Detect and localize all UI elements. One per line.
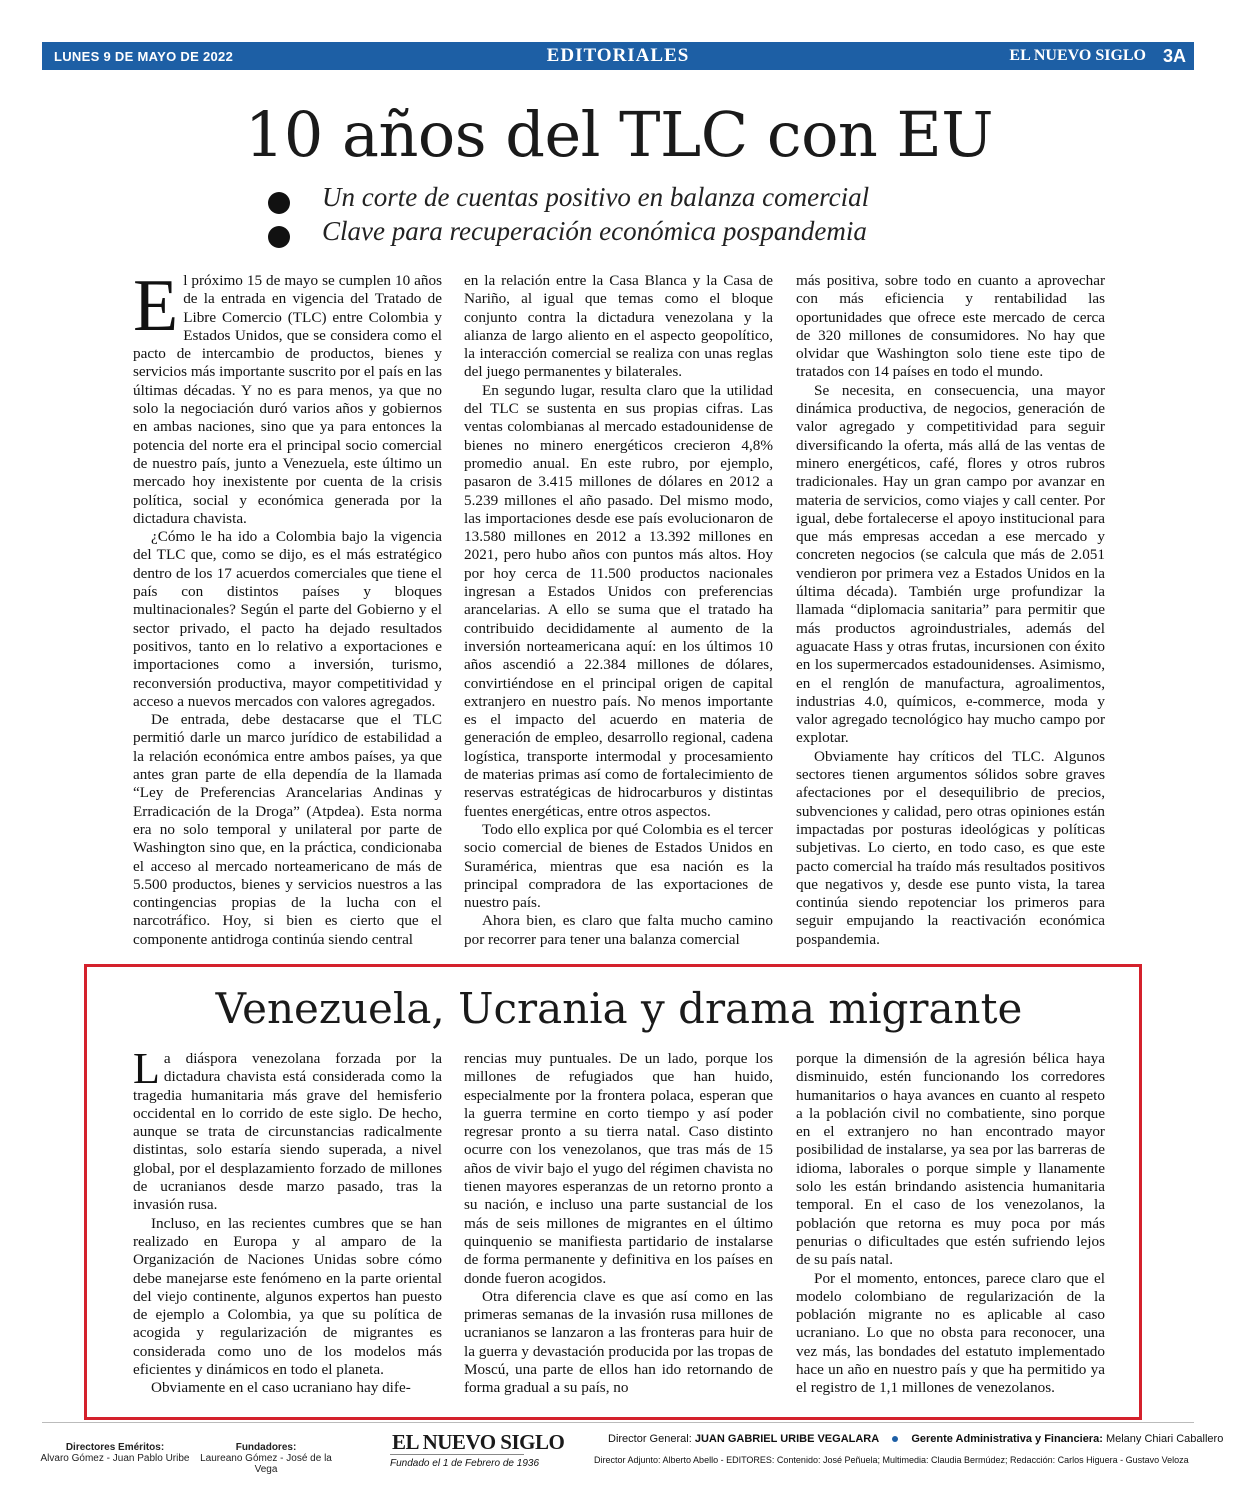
footer-divider xyxy=(42,1422,1194,1423)
bullet-item xyxy=(266,182,986,216)
drop-cap: L xyxy=(133,1044,160,1093)
section-name: EDITORIALES xyxy=(546,45,690,66)
emeritus-directors xyxy=(40,1442,190,1464)
founded-date: Fundado el 1 de Febrero de 1936 xyxy=(390,1458,539,1469)
paragraph: En segundo lugar, resulta claro que la utilidad del TLC se sustenta en sus propias cifras. Las ventas colombianas al mercado estadounidense de bienes no minero energéticos crecieron 4,8% promedio anual. En este rubro, por ejemplo, pasaron de 3.415 millones de dólares en 2012 a 5.239 millones el año pasado. Del mismo modo, las importaciones desde ese país evolucionaron de 13.580 millones en 2012 a 13.392 millones en 2021, pero hubo años con puntos más altos. Hoy por hoy cerca de 11.500 productos nacionales ingresan a Estados Unidos con preferencias arancelarias. A ello se suma que el tratado ha contribuido decididamente al aumento de la inversión norteamericana aquí: en los últimos 10 años ascendió a 22.384 millones de dólares, convirtiéndose en el principal origen de capital extranjero en nuestro país. No menos importante es el impacto del acuerdo en materia de generación de empleo, desarrollo regional, cadena logística, transporte intermodal y procesamiento de materias primas así como de fortalecimiento de reservas estratégicas de hidrocarburos y distintas fuentes energéticas, entre otros aspectos. xyxy=(464,381,773,820)
newspaper-logo: EL NUEVO SIGLO xyxy=(392,1430,565,1454)
manager-name: Melany Chiari Caballero xyxy=(1105,1433,1224,1445)
issue-date: LUNES 9 DE MAYO DE 2022 xyxy=(54,49,234,64)
paragraph: Otra diferencia clave es que así como en las primeras semanas de la invasión rusa millones de ucranianos se lanzaron a las fronteras para huir de la guerra y devastación producida por las tropas de Moscú, una parte de ellos han ido retornando de forma gradual a su país, no xyxy=(464,1287,773,1397)
paragraph: porque la dimensión de la agresión bélica haya disminuido, estén funcionando los corredores humanitarios o haya avances en cuanto al respeto a la población civil no combatiente, sino porque en el extranjero no han encontrado mayor posibilidad de instalarse, ya sea por las barreras de idioma, laborales o porque simple y llanamente solo les están brindando asistencia humanitaria temporal. En el caso de los venezolanos, la población que retorna es muy poca por más penurias o dificultades que estén sufriendo lejos de su país natal. xyxy=(796,1050,1105,1269)
paragraph: en la relación entre la Casa Blanca y la Casa de Nariño, al igual que temas como el bloque conjunto contra la dictadura venezolana y la alianza de largo aliento en el aspecto geopolítico, la interacción comercial se realiza con unas reglas del juego permanentes y bilaterales. xyxy=(464,272,773,381)
editorial-1-title: 10 años del TLC con EU xyxy=(244,98,994,171)
logo-underline xyxy=(390,1454,524,1455)
paragraph: Todo ello explica por qué Colombia es el tercer socio comercial de bienes de Estados Unidos en Suramérica, mientras que esa nación es la principal compradora de las exportaciones de nuestro país. xyxy=(464,820,773,912)
paragraph: más positiva, sobre todo en cuanto a aprovechar con más eficiencia y rentabilidad las oportunidades que ofrece este mercado de cerca de 320 millones de consumidores. No hay que olvidar que Washington solo tiene este tipo de tratados con 14 países en todo el mundo. xyxy=(796,272,1105,381)
editorial-2-column-2 xyxy=(464,1050,773,1398)
page-number: 3A xyxy=(1162,46,1186,66)
director-name: JUAN GABRIEL URIBE VEGALARA xyxy=(694,1433,880,1445)
editorial-2-column-1 xyxy=(133,1044,442,1398)
bullet-item xyxy=(266,216,986,250)
paragraph: rencias muy puntuales. De un lado, porque los millones de refugiados que han huido, especialmente por la frontera polaca, esperan que la guerra termine en corto tiempo y así poder regresar pronto a su tierra natal. Caso distinto ocurre con los venezolanos, que tras más de 15 años de vivir bajo el yugo del régimen chavista no tienen mayores esperanzas de un retorno pronto a su nación, e incluso una parte sustancial de los más de seis millones de migrantes en el último quinquenio se manifiesta partidario de instalarse de forma permanente y definitiva en los países en donde fueron acogidos. xyxy=(464,1050,773,1287)
editorial-2-title: Venezuela, Ucrania y drama migrante xyxy=(215,984,1023,1033)
manager-label: Gerente Administrativa y Financiera: xyxy=(911,1433,1103,1445)
separator-dot-icon xyxy=(892,1436,898,1442)
paragraph: El próximo 15 de mayo se cumplen 10 años de la entrada en vigencia del Tratado de Libre Comercio (TLC) entre Colombia y Estados Unidos, que se considera como el pacto de intercambio de productos, bienes y servicios más importante suscrito por el país en las últimas décadas. Y no es para menos, ya que no solo la negociación duró varios años y gobiernos en ambas naciones, sino que ya para entonces la potencia del norte era el principal socio comercial de nuestro país, junto a Venezuela, este último un mercado hoy inexistente por cuenta de la crisis política, social y económica generada por la dictadura chavista. xyxy=(133,265,442,527)
emeritus-label: Directores Eméritos: xyxy=(65,1442,165,1453)
paragraph: Se necesita, en consecuencia, una mayor dinámica productiva, de negocios, generación de valor agregado y competitividad para seguir diversificando la oferta, más allá de las ventas de minero energéticos, café, flores y otros rubros tradicionales. Hay un gran campo por avanzar en materia de servicios, como viajes y call center. Por igual, debe fortalecerse el apoyo institucional para que más empresas accedan a ese mercado y concreten negocios (se calcula que más de 2.051 vendieron por primera vez a Estados Unidos en la última década). También urge profundizar la llamada “diplomacia sanitaria” para permitir que más productos agroindustriales, además del aguacate Hass y otras frutas, incursionen con éxito en los supermercados estadounidenses. Asimismo, en el renglón de manufactura, agroalimentos, industrias 4.0, químicos, e-commerce, moda y valor agregado tecnológico hay mucho campo por explotar. xyxy=(796,381,1105,747)
bullet-text: Clave para recuperación económica pospandemia xyxy=(322,216,867,246)
founders-names: Laureano Gómez - José de la Vega xyxy=(200,1453,332,1475)
masthead-line-2: Director Adjunto: Alberto Abello - EDITORES: Contenido: José Peñuela; Multimedia: Claudia Bermúdez; Redacción: Carlos Higuera - Gustavo Veloza xyxy=(594,1455,1189,1465)
paragraph: ¿Cómo le ha ido a Colombia bajo la vigencia del TLC que, como se dijo, es el más estratégico dentro de los 17 acuerdos comerciales que tiene el país con distintos países y bloques multinacionales? Según el parte del Gobierno y el sector privado, el pacto ha dejado resultados positivos, tanto en lo relativo a exportaciones e importaciones como a inversión, turismo, reconversión productiva, mayor competitividad y acceso a nuevos mercados con valores agregados. xyxy=(133,528,442,710)
bullet-text: Un corte de cuentas positivo en balanza comercial xyxy=(322,182,870,212)
paragraph: De entrada, debe destacarse que el TLC permitió darle un marco jurídico de estabilidad a la relación económica entre ambos países, ya que antes gran parte de ella dependía de la llamada “Ley de Preferencias Arancelarias Andinas y Erradicación de la Droga” (Atpdea). Esta norma era no solo temporal y unilateral por parte de Washington sino que, en la práctica, condicionaba el acceso al mercado norteamericano de más de 5.500 productos, bienes y servicios nuestros a las contingencias propias de la lucha con el narcotráfico. Hoy, si bien es cierto que el componente antidroga continúa siendo central xyxy=(133,711,442,948)
paragraph: La diáspora venezolana forzada por la dictadura chavista está considerada como la tragedia humanitaria más grave del hemisferio occidental en lo corrido de este siglo. De hecho, aunque se trata de circunstancias radicalmente distintas, solo estaría siendo superada, a nivel global, por el desplazamiento forzado de millones de ucranianos desde marzo pasado, tras la invasión rusa. xyxy=(133,1044,442,1214)
emeritus-names: Alvaro Gómez - Juan Pablo Uribe xyxy=(40,1453,190,1464)
newspaper-brand: EL NUEVO SIGLO xyxy=(1009,47,1146,64)
paragraph: Incluso, en las recientes cumbres que se han realizado en Europa y al amparo de la Organización de Naciones Unidas sobre cómo debe manejarse este fenómeno en la parte oriental del viejo continente, algunos expertos han puesto de ejemplo a Colombia, ya que su política de acogida y regularización de migrantes es considerada como uno de los modelos más eficientes y dinámicos en todo el planeta. xyxy=(133,1214,442,1379)
editorial-1-bullets xyxy=(266,182,986,250)
paragraph: Obviamente hay críticos del TLC. Algunos sectores tienen argumentos sólidos sobre graves afectaciones por el desequilibrio de precios, subvenciones y calidad, pero otras opiniones están impactadas por posturas ideológicas y políticas subjetivas. Lo cierto, en todo caso, es que este pacto comercial ha traído más resultados positivos que negativos y, desde ese punto vista, la tarea continúa siendo repotenciar los primeros para seguir empujando la reactivación económica pospandemia. xyxy=(796,747,1105,948)
editorial-2-column-3 xyxy=(796,1050,1105,1398)
masthead-line-1 xyxy=(608,1433,1223,1445)
drop-cap: E xyxy=(133,265,179,347)
paragraph: Ahora bien, es claro que falta mucho camino por recorrer para tener una balanza comercial xyxy=(464,912,773,948)
director-label: Director General: xyxy=(608,1433,692,1445)
bullet-dot-icon xyxy=(268,192,290,214)
bullet-dot-icon xyxy=(268,226,290,248)
paragraph: Por el momento, entonces, parece claro que el modelo colombiano de regularización de la población migrante no es aplicable al caso ucraniano. Lo que no obsta para reconocer, una vez más, las bondades del estatuto implementado hace un año en nuestro país y que ha permitido ya el registro de 1,1 millones de venezolanos. xyxy=(796,1269,1105,1397)
paragraph: Obviamente en el caso ucraniano hay dife- xyxy=(151,1379,411,1397)
editorial-1-column-2 xyxy=(464,272,773,949)
page-header-bar xyxy=(42,42,1194,70)
editorial-1-column-3 xyxy=(796,272,1105,949)
founders-label: Fundadores: xyxy=(235,1442,297,1453)
founders xyxy=(192,1442,340,1475)
editorial-1-column-1 xyxy=(133,265,442,949)
